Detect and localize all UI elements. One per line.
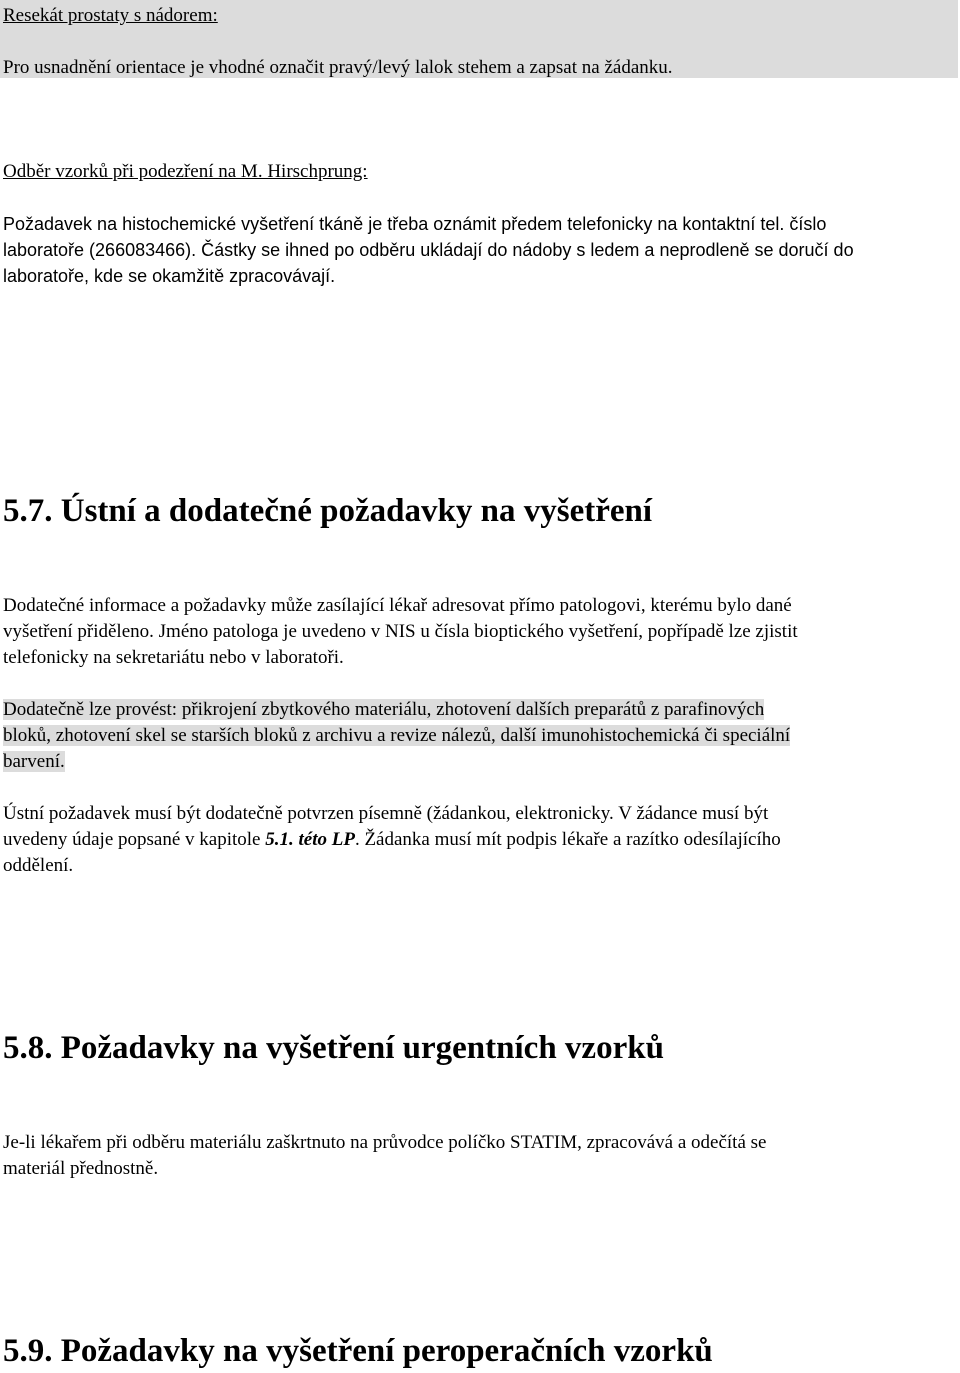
section-5-8-line-1: Je-li lékařem při odběru materiálu zaškrtnuto na průvodce políčko STATIM, zpracovává a odečítá se [3, 1132, 767, 1153]
section-5-7-heading: 5.7. Ústní a dodatečné požadavky na vyšetření [3, 493, 653, 529]
section-5-7-paragraph-1 [3, 593, 798, 671]
section-5-7-p2-line-1: Dodatečně lze provést: přikrojení zbytkového materiálu, zhotovení dalších preparátů z parafinových [3, 699, 765, 720]
section-5-7-p3-line-2-after: . Žádanka musí mít podpis lékaře a razítko odesílajícího [354, 829, 781, 850]
section-5-8-line-2: materiál přednostně. [3, 1158, 159, 1179]
chapter-reference-number: 5.1. [265, 829, 294, 850]
section-5-7-p1-line-2: vyšetření přiděleno. Jméno patologa je uvedeno v NIS u čísla bioptického vyšetření, popřípadě lze zjistit [3, 621, 798, 642]
section-5-9-heading: 5.9. Požadavky na vyšetření peroperačních vzorků [3, 1333, 713, 1369]
section-5-7-p3-line-2 [3, 827, 781, 853]
section-5-7-p1-line-1: Dodatečné informace a požadavky může zasílající lékař adresovat přímo patologovi, kterému bylo dané [3, 595, 792, 616]
section-5-7-p2-line-2: bloků, zhotovení skel se starších bloků z archivu a revize nálezů, další imunohistochemická či speciální [3, 725, 791, 746]
section-5-8-paragraph [3, 1130, 766, 1182]
section-5-7-p1-line-3: telefonicky na sekretariátu nebo v laboratoři. [3, 647, 344, 668]
section-5-7-paragraph-2 [3, 697, 790, 775]
section-5-7-p3-line-1: Ústní požadavek musí být dodatečně potvrzen písemně (žádankou, elektronicky. V žádance musí být [3, 803, 769, 824]
section-5-7-p3-line-2-before: uvedeny údaje popsané v kapitole [3, 829, 266, 850]
hirschprung-line-2: laboratoře (266083466). Částky se ihned po odběru ukládají do nádoby s ledem a neprodleně se doručí do [3, 240, 854, 260]
section-5-7-paragraph-3 [3, 801, 781, 879]
hirschprung-paragraph [3, 211, 854, 289]
hirschprung-title: Odběr vzorků při podezření na M. Hirschprung: [3, 161, 368, 182]
prostata-title: Resekát prostaty s nádorem: [3, 5, 218, 26]
section-5-8-heading: 5.8. Požadavky na vyšetření urgentních vzorků [3, 1030, 664, 1066]
hirschprung-line-1: Požadavek na histochemické vyšetření tkáně je třeba oznámit předem telefonicky na kontaktní tel. číslo [3, 214, 827, 234]
hirschprung-line-3: laboratoře, kde se okamžitě zpracovávají. [3, 266, 336, 286]
chapter-reference-text: této LP [293, 829, 355, 850]
prostata-text: Pro usnadnění orientace je vhodné označit pravý/levý lalok stehem a zapsat na žádanku. [3, 57, 673, 78]
section-5-7-p2-line-3: barvení. [3, 751, 65, 772]
section-5-7-p3-line-3: oddělení. [3, 855, 74, 876]
